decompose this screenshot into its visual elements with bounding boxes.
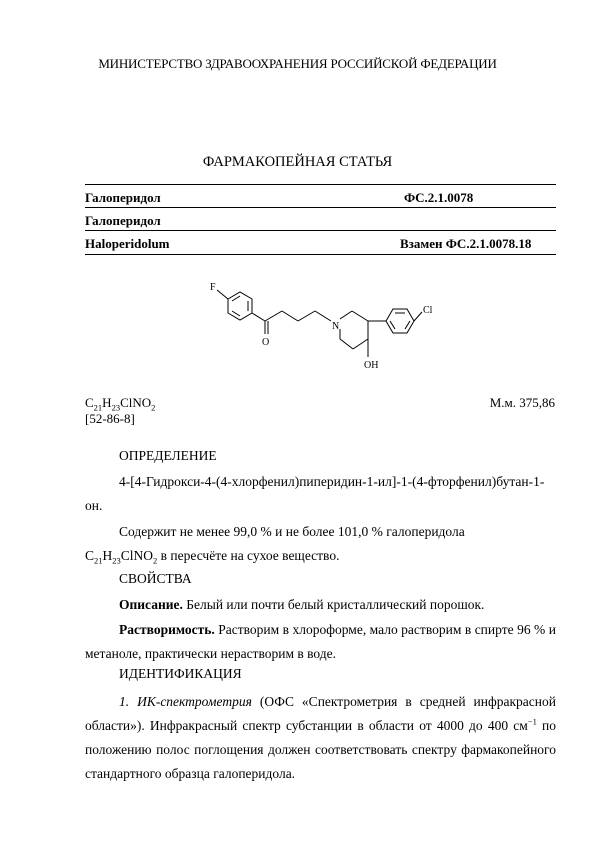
molecular-formula: $C_{21}H_{23}ClNO_2$ xyxy=(85,395,156,413)
name-ru-primary: Галоперидол xyxy=(85,190,161,205)
atom-n-label: N xyxy=(332,321,340,332)
heading-properties: СВОЙСТВА xyxy=(119,571,192,586)
header-rule-bottom xyxy=(85,254,556,255)
heading-definition: ОПРЕДЕЛЕНИЕ xyxy=(119,448,217,463)
atom-o-label: O xyxy=(262,337,270,348)
heading-identification: ИДЕНТИФИКАЦИЯ xyxy=(119,666,242,681)
header-rule-top xyxy=(85,184,556,185)
header-rule-2 xyxy=(85,230,556,231)
structural-formula xyxy=(190,277,460,387)
description-paragraph: Описание. Белый или почти белый кристаллический порошок. xyxy=(119,597,485,612)
monograph-code: ФС.2.1.0078 xyxy=(404,190,474,205)
ir-paragraph: 1. ИК-спектрометрия (ОФС «Спектрометрия в средней инфракрасной области»). Инфракрасный спектр субстанции в области от 4000 до 400 $см^{-1}$ по положению полос поглощения должен соответствовать спектру фармакопейного стандартного образца галоперидола. xyxy=(85,694,556,781)
solubility-paragraph: Растворимость. Растворим в хлороформе, мало растворим в спирте 96 % и метаноле, практически нерастворим в воде. xyxy=(85,622,556,661)
atom-f-label: F xyxy=(210,282,216,293)
document-type-title: ФАРМАКОПЕЙНАЯ СТАТЬЯ xyxy=(202,154,393,170)
name-latin: Haloperidolum xyxy=(85,236,170,251)
atom-oh-label: OH xyxy=(364,360,379,371)
content-paragraph: Содержит не менее 99,0 % и не более 101,0 % галоперидола $C_{21}H_{23}ClNO_2$ в пересчёте на сухое вещество. xyxy=(85,524,465,566)
ministry-header: МИНИСТЕРСТВО ЗДРАВООХРАНЕНИЯ РОССИЙСКОЙ ФЕДЕРАЦИИ xyxy=(98,56,497,71)
cas-number: [52-86-8] xyxy=(85,411,135,426)
molecular-weight: М.м. 375,86 xyxy=(489,395,555,410)
name-ru-secondary: Галоперидол xyxy=(85,213,161,228)
iupac-name: 4-[4-Гидрокси-4-(4-хлорфенил)пиперидин-1-ил]-1-(4-фторфенил)бутан-1-он. xyxy=(85,474,545,513)
header-rule-1 xyxy=(85,207,556,208)
atom-cl-label: Cl xyxy=(423,305,433,316)
replaces-code: Взамен ФС.2.1.0078.18 xyxy=(400,236,532,251)
